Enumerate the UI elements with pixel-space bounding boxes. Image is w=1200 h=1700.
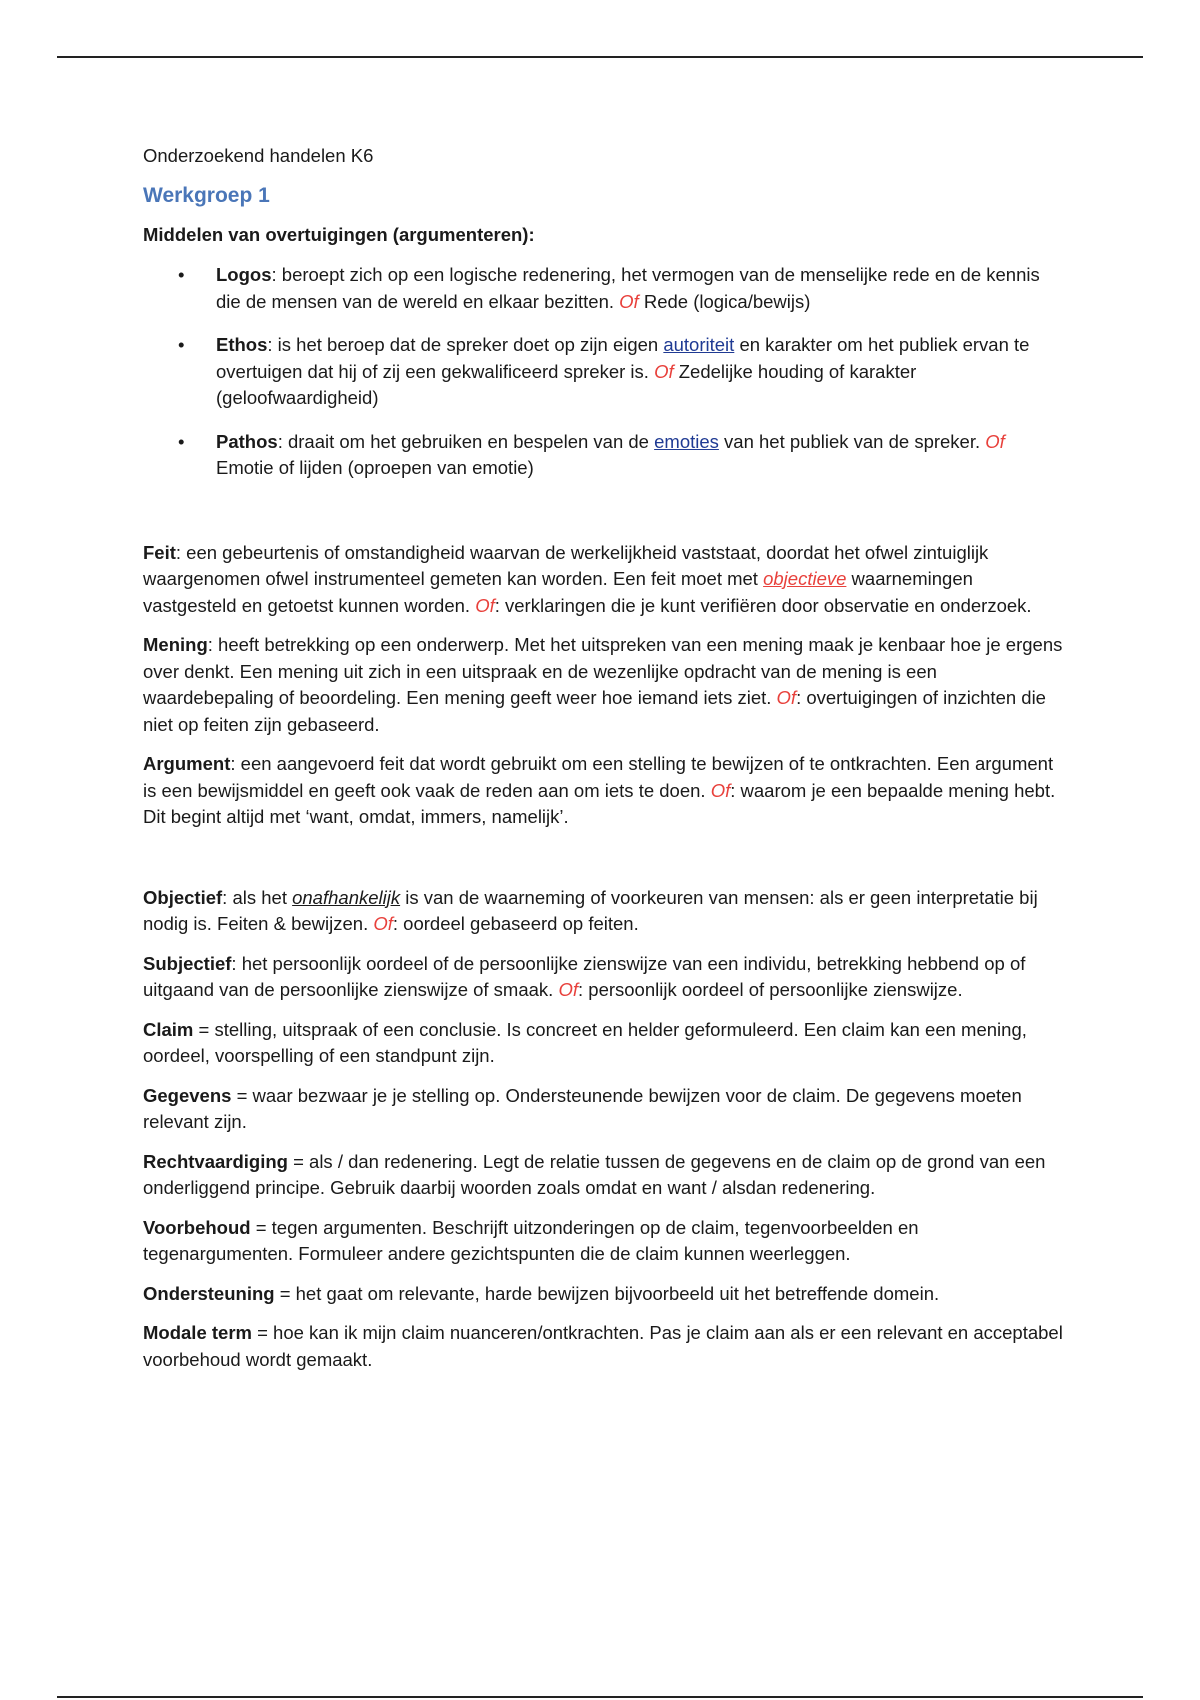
of-marker: Of	[373, 913, 393, 934]
spacer	[143, 499, 1063, 540]
subjectief-tail: : persoonlijk oordeel of persoonlijke zienswijze.	[578, 979, 963, 1000]
feit-text-2: waarnemingen vastgesteld en getoetst kunnen worden.	[143, 568, 973, 616]
of-marker: Of	[776, 687, 797, 708]
definition-voorbehoud	[143, 1215, 1063, 1268]
spacer	[143, 844, 1063, 885]
persuasion-list	[143, 262, 1063, 482]
definition-objectief	[143, 885, 1063, 938]
link-emoties[interactable]: emoties	[654, 430, 719, 452]
term-modale-term: Modale term	[143, 1322, 252, 1343]
definition-subjectief	[143, 951, 1063, 1004]
feit-tail: : verklaringen die je kunt verifiëren door observatie en onderzoek.	[494, 594, 1032, 616]
term-ethos: Ethos	[216, 334, 268, 355]
subjectief-text: : het persoonlijk oordeel of de persoonlijke zienswijze van een individu, betrekking hebbend op of uitgaand van de persoonlijke zienswijze of smaak.	[143, 952, 1026, 1000]
pathos-tail: Emotie of lijden (oproepen van emotie)	[216, 457, 534, 478]
of-marker: Of	[654, 360, 674, 382]
list-item-logos	[143, 262, 1063, 315]
term-rechtvaardiging: Rechtvaardiging	[143, 1150, 288, 1172]
definition-claim	[143, 1017, 1063, 1070]
of-marker: Of	[710, 779, 731, 801]
gegevens-text: = waar bezwaar je je stelling op. Ondersteunende bewijzen voor de claim. De gegevens moeten relevant zijn.	[143, 1084, 1022, 1132]
feit-text-1: : een gebeurtenis of omstandigheid waarvan de werkelijkheid vaststaat, doordat het ofwel zintuiglijk waargenomen ofwel instrumenteel gemeten kan worden. Een feit moet met	[143, 541, 989, 589]
link-autoriteit[interactable]: autoriteit	[663, 334, 735, 355]
definition-argument	[143, 751, 1063, 831]
of-marker: Of	[558, 979, 578, 1000]
argument-tail: : waarom je een bepaalde mening hebt. Dit begint altijd met ‘want, omdat, immers, namelijk’.	[143, 779, 1056, 827]
rechtvaardiging-text: = als / dan redenering. Legt de relatie tussen de gegevens en de claim op de grond van een onderliggend principe. Gebruik daarbij woorden zoals omdat en want / alsdan redenering.	[143, 1150, 1046, 1198]
list-item-ethos	[143, 332, 1063, 412]
header-rule	[57, 56, 1143, 58]
objectief-text-1: : als het	[222, 886, 293, 908]
term-mening: Mening	[143, 634, 208, 655]
list-item-pathos	[143, 429, 1063, 482]
definition-rechtvaardiging	[143, 1149, 1063, 1202]
definition-ondersteuning	[143, 1281, 1063, 1308]
definition-gegevens	[143, 1083, 1063, 1136]
ethos-tail: Zedelijke houding of karakter (geloofwaardigheid)	[216, 360, 917, 408]
ethos-text-2: en karakter om het publiek ervan te overtuigen dat hij of zij een gekwalificeerd spreker is.	[216, 334, 1030, 382]
term-feit: Feit	[143, 541, 176, 563]
bullet-icon: •	[178, 430, 185, 452]
objectief-text-2: is van de waarneming of voorkeuren van mensen: als er geen interpretatie bij nodig is. Feiten & bewijzen.	[143, 886, 1038, 934]
definition-mening	[143, 632, 1063, 738]
link-objectieve[interactable]: objectieve	[763, 568, 847, 589]
term-gegevens: Gegevens	[143, 1084, 232, 1106]
term-subjectief: Subjectief	[143, 952, 232, 974]
mening-tail: : overtuigingen of inzichten die niet op feiten zijn gebaseerd.	[143, 687, 1046, 735]
document-title: Onderzoekend handelen K6	[143, 145, 374, 166]
claim-text: = stelling, uitspraak of een conclusie. Is concreet en helder geformuleerd. Een claim kan een mening, oordeel, voorspelling of een standpunt zijn.	[143, 1018, 1027, 1066]
ondersteuning-text: = het gaat om relevante, harde bewijzen bijvoorbeeld uit het betreffende domein.	[274, 1282, 940, 1304]
ethos-text-1: : is het beroep dat de spreker doet op zijn eigen	[267, 334, 664, 355]
term-ondersteuning: Ondersteuning	[143, 1282, 275, 1304]
term-logos: Logos	[216, 264, 272, 285]
voorbehoud-text: = tegen argumenten. Beschrijft uitzonderingen op de claim, tegenvoorbeelden en tegenargumenten. Formuleer andere gezichtspunten die de claim kunnen weerleggen.	[143, 1216, 919, 1264]
term-argument: Argument	[143, 753, 231, 774]
term-voorbehoud: Voorbehoud	[143, 1216, 251, 1238]
document-page	[143, 143, 1063, 1386]
definition-feit	[143, 540, 1063, 620]
emph-onafhankelijk: onafhankelijk	[292, 886, 401, 908]
definition-modale-term	[143, 1320, 1063, 1373]
footer-rule	[57, 1696, 1143, 1698]
pathos-text-2: van het publiek van de spreker.	[718, 430, 986, 452]
bullet-icon: •	[178, 334, 185, 355]
mening-text: : heeft betrekking op een onderwerp. Met het uitspreken van een mening maak je kenbaar hoe je ergens over denkt. Een mening uit zich in een uitspraak en de wezenlijke opdracht van de mening is een waardebepaling of beoordeling. Een mening geeft weer hoe iemand iets ziet.	[143, 634, 1063, 708]
modale-term-text: = hoe kan ik mijn claim nuanceren/ontkrachten. Pas je claim aan als er een relevant en acceptabel voorbehoud wordt gemaakt.	[143, 1322, 1063, 1370]
of-marker: Of	[475, 594, 495, 616]
objectief-tail: : oordeel gebaseerd op feiten.	[392, 913, 639, 934]
of-marker: Of	[985, 430, 1005, 452]
term-pathos: Pathos	[216, 430, 278, 452]
section-heading: Werkgroep 1	[143, 183, 270, 207]
bullet-icon: •	[178, 264, 185, 285]
logos-tail: Rede (logica/bewijs)	[638, 290, 811, 312]
logos-text: : beroept zich op een logische redenering, het vermogen van de menselijke rede en de kennis die de mensen van de wereld en elkaar bezitten.	[216, 264, 1040, 312]
argument-text: : een aangevoerd feit dat wordt gebruikt om een stelling te bewijzen of te ontkrachten. Een argument is een bewijsmiddel en geeft ook vaak de reden aan om iets te doen.	[143, 753, 1054, 801]
term-objectief: Objectief	[143, 886, 223, 908]
pathos-text-1: : draait om het gebruiken en bespelen van de	[277, 430, 655, 452]
of-marker: Of	[619, 290, 639, 312]
term-claim: Claim	[143, 1018, 194, 1040]
section-subheading: Middelen van overtuigingen (argumenteren):	[143, 223, 535, 245]
